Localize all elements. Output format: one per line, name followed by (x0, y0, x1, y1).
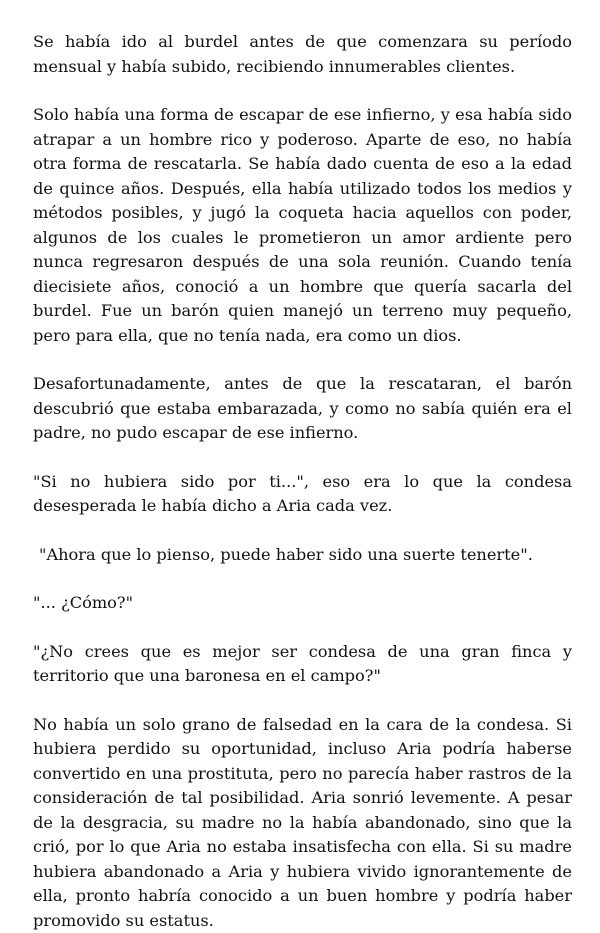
paragraph-4: "Si no hubiera sido por ti...", eso era lo que la condesa desesperada le había dicho a Aria cada vez. (33, 470, 572, 519)
paragraph-5: "Ahora que lo pienso, puede haber sido una suerte tenerte". (33, 543, 572, 568)
paragraph-3: Desafortunadamente, antes de que la rescataran, el barón descubrió que estaba embarazada, y como no sabía quién era el padre, no pudo escapar de ese infierno. (33, 372, 572, 446)
paragraph-8: No había un solo grano de falsedad en la cara de la condesa. Si hubiera perdido su oportunidad, incluso Aria podría haberse convertido en una prostituta, pero no parecía haber rastros de la consideración de tal posibilidad. Aria sonrió levemente. A pesar de la desgracia, su madre no la había abandonado, sino que la crió, por lo que Aria no estaba insatisfecha con ella. Si su madre hubiera abandonado a Aria y hubiera vivido ignorantemente de ella, pronto habría conocido a un buen hombre y podría haber promovido su estatus. (33, 713, 572, 933)
paragraph-7: "¿No crees que es mejor ser condesa de una gran finca y territorio que una baronesa en el campo?" (33, 640, 572, 689)
paragraph-1: Se había ido al burdel antes de que comenzara su período mensual y había subido, recibiendo innumerables clientes. (33, 30, 572, 79)
paragraph-2: Solo había una forma de escapar de ese infierno, y esa había sido atrapar a un hombre rico y poderoso. Aparte de eso, no había otra forma de rescatarla. Se había dado cuenta de eso a la edad de quince años. Después, ella había utilizado todos los medios y métodos posibles, y jugó la coqueta hacia aquellos con poder, algunos de los cuales le prometieron un amor ardiente pero nunca regresaron después de una sola reunión. Cuando tenía diecisiete años, conoció a un hombre que quería sacarla del burdel. Fue un barón quien manejó un terreno muy pequeño, pero para ella, que no tenía nada, era como un dios. (33, 103, 572, 348)
paragraph-6: "... ¿Cómo?" (33, 591, 572, 616)
